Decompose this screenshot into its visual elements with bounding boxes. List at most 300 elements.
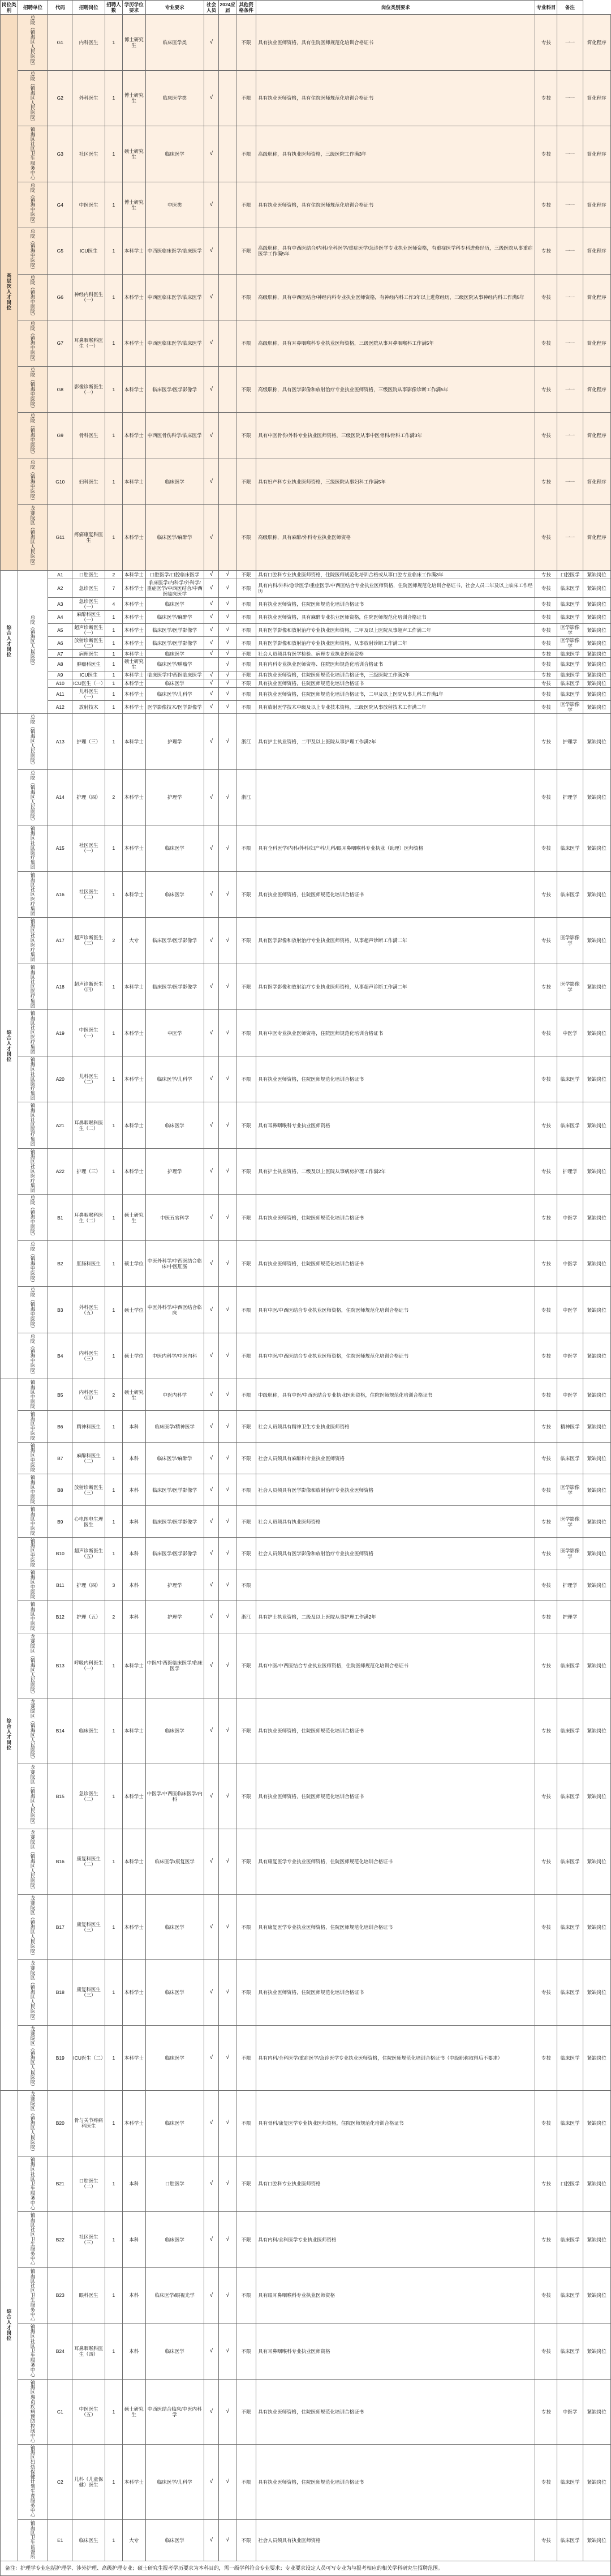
major-cell: 临床医学/儿科学 [145,1056,204,1102]
limit-cell: 不限 [236,825,256,872]
post-cell: 护理（四） [72,769,105,825]
social-check: √ [204,1601,219,1633]
social-check: √ [204,701,219,714]
fresh-check: √ [219,1195,236,1241]
num-cell: 1 [105,2379,122,2445]
post-type-cell: 专技 [535,1379,557,1411]
fresh-check [219,228,236,275]
code-cell: C1 [48,2379,72,2445]
unit-label: 镇海区妇幼保健计划生育服务中心 [30,2445,36,2518]
limit-cell: 不限 [236,1569,256,1601]
post-cell: 呼吸内科医生（一） [72,1633,105,1698]
post-cell: 超声诊断医生（四） [72,964,105,1010]
other-requirements-cell: 具有全科医学/内科/外科/妇产科/儿科/眼耳鼻咽喉科专业执业（助理）医师资格 [256,825,535,872]
subject-cell: 中医学 [557,1379,583,1411]
education-cell: 本科 [122,1538,145,1569]
post-cell: 内科医生 [72,15,105,71]
social-check: √ [204,320,219,367]
code-cell: B7 [48,1443,72,1474]
major-cell: 临床医学 [145,2212,204,2268]
header-cell: 专业科目 [535,1,557,15]
header-cell: 2024应届 [219,1,236,15]
fresh-check: √ [219,1443,236,1474]
subject-cell: 临床医学 [557,1633,583,1698]
post-type-cell: 专技 [535,1474,557,1506]
category-cell [1,2091,18,2561]
limit-cell: 不限 [236,1829,256,1895]
limit-cell: 不限 [236,1538,256,1569]
social-check: √ [204,918,219,964]
major-cell: 临床医学 [145,871,204,918]
post-cell: 神经内科医生（一） [72,274,105,320]
social-check: √ [204,649,219,658]
remark-cell: 紧缺岗位 [583,918,610,964]
social-check: √ [204,579,219,597]
post-cell: 耳鼻咽喉科医生（四） [72,2323,105,2380]
unit-label: 镇海区卫生监督所 [30,2520,36,2559]
code-cell: B4 [48,1333,72,1379]
table-row [1,679,611,688]
remark-cell: 紧缺岗位 [583,1894,610,1960]
num-cell: 1 [105,1633,122,1698]
major-cell: 临床医学/内科学/外科学/重症医学/中西医结合/中西医临床医学 [145,579,204,597]
code-cell: B23 [48,2267,72,2323]
fresh-check: √ [219,825,236,872]
post-cell: 口腔医生 [72,570,105,579]
num-cell: 1 [105,15,122,71]
post-type-cell: 专技 [535,1148,557,1195]
subject-cell: 一一 [557,182,583,228]
unit-cell [18,1894,48,1960]
social-check: √ [204,2519,219,2561]
limit-cell: 不限 [236,649,256,658]
post-cell: 中医医生（一） [72,1010,105,1056]
education-cell: 本科学士 [122,825,145,872]
unit-label: 镇海区惠贞疾病预防控制中心 [30,2380,36,2443]
post-type-cell: 专技 [535,182,557,228]
major-cell: 临床医学 [145,2025,204,2091]
other-requirements-cell: 具有中医/中西医结合专业执业医师资格，住院医师规范化培训合格证书 [256,1633,535,1698]
remark-cell [583,1601,610,1633]
unit-label: 龙赛院区（镇海区人民医院） [30,2026,36,2089]
fresh-check: √ [219,1240,236,1287]
limit-cell: 不限 [236,274,256,320]
header-cell: 备注 [557,1,583,15]
education-cell: 本科学士 [122,623,145,636]
post-type-cell: 专技 [535,1829,557,1895]
remark-cell: 简化程序 [583,15,610,71]
code-cell: B17 [48,1894,72,1960]
subject-cell: 临床医学 [557,649,583,658]
subject-cell: 护理学 [557,1601,583,1633]
remark-cell: 紧缺岗位 [583,2379,610,2445]
other-requirements-cell: 具有中医/中西医结合专业执业医师资格，住院医师规范化培训合格证书 [256,1287,535,1333]
fresh-check: √ [219,636,236,649]
subject-cell: 临床医学 [557,579,583,597]
post-type-cell: 专技 [535,636,557,649]
limit-cell: 不限 [236,1333,256,1379]
fresh-check: √ [219,1764,236,1829]
category-cell [1,15,18,571]
education-cell: 本科 [122,2212,145,2268]
social-check: √ [204,1379,219,1411]
limit-cell: 不限 [236,1698,256,1764]
unit-cell [18,1287,48,1333]
header-cell: 专业要求 [145,1,204,15]
unit-cell [18,964,48,1010]
subject-cell: 医学影像学 [557,1474,583,1506]
education-cell: 本科学士 [122,2445,145,2520]
unit-label: 总院（镇海中医院） [30,1287,36,1331]
table-row [1,769,611,825]
fresh-check [219,126,236,182]
header-cell: 岗位类别 [1,1,18,15]
category-label: 综合人才岗位 [6,1029,12,1062]
table-row [1,320,611,367]
unit-label: 总院（镇海中医院） [30,1333,36,1377]
social-check: √ [204,182,219,228]
code-cell: A19 [48,1010,72,1056]
subject-cell: 中医学 [557,2379,583,2445]
other-requirements-cell: 具有医学影像和放射治疗专业执业医师资格，从事超声诊断工作满二年 [256,918,535,964]
header-cell: 岗位类别要求 [256,1,535,15]
limit-cell: 不限 [236,2323,256,2380]
social-check: √ [204,1698,219,1764]
post-cell: 护理（四） [72,1569,105,1601]
post-type-cell: 专技 [535,1333,557,1379]
unit-cell [18,1538,48,1569]
limit-cell: 不限 [236,505,256,571]
table-row [1,1195,611,1241]
post-cell: 急诊医生（二） [72,1764,105,1829]
post-type-cell: 专技 [535,769,557,825]
post-cell: ICU医生 [72,671,105,679]
table-row [1,2323,611,2380]
post-cell: 疼痛康复科医生 [72,505,105,571]
code-cell: A17 [48,918,72,964]
other-requirements-cell: 高级职称，具有医学影像和放射治疗专业执业医师资格，三级医院从事影像诊断工作满5年 [256,366,535,413]
subject-cell: 中医学 [557,1333,583,1379]
unit-cell [18,2323,48,2380]
post-cell: 护理（三） [72,1148,105,1195]
major-cell: 临床医学 [145,2323,204,2380]
other-requirements-cell: 具有内科专业执业医师资格、住院医师规范化培训合格证书 [256,658,535,671]
other-requirements-cell: 具有中医/中西医结合专业执业医师资格，住院医师规范化培训合格证书 [256,1333,535,1379]
other-requirements-cell: 具有执业医师资格，住院医师规范化培训合格证书 [256,1056,535,1102]
code-cell: B10 [48,1538,72,1569]
post-type-cell: 专技 [535,918,557,964]
unit-cell [18,1960,48,2026]
limit-cell: 不限 [236,570,256,579]
post-cell: 妇科医生 [72,459,105,505]
education-cell: 本科 [122,1443,145,1474]
unit-label: 总院（镇海中医院） [30,1195,36,1239]
unit-label: 总院（镇海中医院） [30,1241,36,1285]
table-row [1,15,611,71]
code-cell: E1 [48,2519,72,2561]
code-cell: G11 [48,505,72,571]
post-type-cell: 专技 [535,871,557,918]
unit-cell [18,274,48,320]
remark-cell: 紧缺岗位 [583,1102,610,1149]
table-row [1,228,611,275]
social-check: √ [204,1960,219,2026]
limit-cell: 不限 [236,1195,256,1241]
table-row [1,570,611,579]
limit-cell: 不限 [236,2519,256,2561]
post-cell: 急诊医生（一） [72,597,105,610]
education-cell: 硕士研究生 [122,1379,145,1411]
post-cell: 肛肠科医生 [72,1240,105,1287]
unit-label: 镇海区社区医疗集团 [30,918,36,962]
table-row [1,1379,611,1411]
social-check [204,658,219,671]
major-cell: 临床医学 [145,1894,204,1960]
subject-cell: 医学影像学 [557,918,583,964]
subject-cell: 口腔医学 [557,2156,583,2212]
fresh-check: √ [219,2091,236,2156]
education-cell: 本科学士 [122,1764,145,1829]
remark-cell: 简化程序 [583,505,610,571]
post-cell: 急诊医生 [72,579,105,597]
remark-cell: 紧缺岗位 [583,579,610,597]
table-row [1,182,611,228]
subject-cell: 临床医学 [557,2212,583,2268]
unit-cell [18,70,48,126]
major-cell: 临床医学/医学影像学 [145,623,204,636]
education-cell: 本科学士 [122,228,145,275]
code-cell: G8 [48,366,72,413]
other-requirements-cell: 具有口腔科专业执业医师资格，住院医师规范化培训合格或从事口腔专业临床工作满3年 [256,570,535,579]
post-type-cell: 专技 [535,320,557,367]
other-requirements-cell: 社会人员须具有医学影像和放射治疗专业执业医师资格 [256,1474,535,1506]
major-cell: 临床医学 [145,679,204,688]
other-requirements-cell: 具有执业医师资格，具有住院医师规范化培训合格证书 [256,70,535,126]
category-label: 高层次人才岗位 [6,273,12,311]
code-cell: A18 [48,964,72,1010]
education-cell: 本科学士 [122,1056,145,1102]
code-cell: C2 [48,2445,72,2520]
post-type-cell: 专技 [535,579,557,597]
code-cell: B20 [48,2091,72,2156]
limit-cell: 不限 [236,1960,256,2026]
social-check: √ [204,274,219,320]
education-cell: 本科学士 [122,1102,145,1149]
education-cell: 本科学士 [122,714,145,770]
limit-cell: 不限 [236,871,256,918]
other-requirements-cell: 具有执业医师资格，住院医师规范化培训合格证书 [256,2379,535,2445]
post-cell: 放射技术 [72,701,105,714]
unit-cell [18,2519,48,2561]
header-cell: 代码 [48,1,72,15]
remark-cell: 紧缺岗位 [583,769,610,825]
education-cell: 本科学士 [122,610,145,623]
limit-cell: 不限 [236,701,256,714]
post-type-cell: 专技 [535,964,557,1010]
fresh-check [219,274,236,320]
code-cell: B5 [48,1379,72,1411]
limit-cell: 不限 [236,1379,256,1411]
unit-cell [18,320,48,367]
major-cell: 中医类 [145,182,204,228]
other-requirements-cell: 社会人员须具有医学影像和放射治疗专业执业医师资格 [256,1538,535,1569]
code-cell: B11 [48,1569,72,1601]
limit-cell: 不限 [236,610,256,623]
major-cell: 临床医学/医学影像学 [145,964,204,1010]
unit-label: 镇海区中医院 [30,1380,36,1409]
remark-cell: 紧缺岗位 [583,2156,610,2212]
num-cell: 2 [105,570,122,579]
remark-cell: 紧缺岗位 [583,1379,610,1411]
post-cell: 放射诊断医生（三） [72,1474,105,1506]
post-type-cell: 专技 [535,2379,557,2445]
major-cell: 临床医学/麻醉学 [145,505,204,571]
subject-cell: 一一 [557,15,583,71]
education-cell: 本科学士 [122,579,145,597]
subject-cell: 一一 [557,320,583,367]
subject-cell: 临床医学 [557,2445,583,2520]
num-cell: 1 [105,2156,122,2212]
remark-cell: 紧缺岗位 [583,610,610,623]
subject-cell: 医学影像学 [557,636,583,649]
subject-cell: 一一 [557,366,583,413]
unit-label: 镇海区中医院 [30,1570,36,1599]
fresh-check: √ [219,1506,236,1538]
code-cell: B24 [48,2323,72,2380]
education-cell: 本科学士 [122,701,145,714]
education-cell: 本科学士 [122,1698,145,1764]
unit-cell [18,1569,48,1601]
num-cell: 1 [105,1506,122,1538]
fresh-check: √ [219,2212,236,2268]
social-check: √ [204,769,219,825]
unit-cell [18,2267,48,2323]
other-requirements-cell: 社会人员须具有麻醉科专业执业医师资格 [256,1443,535,1474]
fresh-check: √ [219,701,236,714]
post-cell: 放射诊断医生（二） [72,636,105,649]
fresh-check: √ [219,1056,236,1102]
education-cell: 本科学士 [122,366,145,413]
education-cell: 本科学士 [122,2025,145,2091]
fresh-check: √ [219,2025,236,2091]
subject-cell: 一一 [557,505,583,571]
subject-cell: 护理学 [557,714,583,770]
post-cell: 外科医生 [72,70,105,126]
major-cell: 临床医学/医学影像学 [145,1506,204,1538]
table-row [1,1240,611,1287]
post-type-cell: 专技 [535,623,557,636]
social-check: √ [204,1010,219,1056]
other-requirements-cell: 具有眼耳鼻咽喉科专业执业医师资格 [256,2267,535,2323]
unit-label: 镇海区社区医疗集团 [30,826,36,870]
remark-cell: 简化程序 [583,182,610,228]
remark-cell: 紧缺岗位 [583,1538,610,1569]
social-check: √ [204,1287,219,1333]
education-cell: 本科学士 [122,871,145,918]
unit-cell [18,1010,48,1056]
education-cell: 本科学士 [122,597,145,610]
code-cell: B6 [48,1411,72,1443]
fresh-check: √ [219,671,236,679]
num-cell: 1 [105,1411,122,1443]
code-cell: A21 [48,1102,72,1149]
post-type-cell: 专技 [535,1601,557,1633]
social-check: √ [204,2025,219,2091]
major-cell: 中医/中西医临床医学/临床医学 [145,1633,204,1698]
post-type-cell: 专技 [535,1960,557,2026]
social-check: √ [204,964,219,1010]
header-cell: 招聘人数 [105,1,122,15]
table-row [1,623,611,636]
education-cell: 硕士研究生 [122,1195,145,1241]
post-type-cell: 专技 [535,1894,557,1960]
unit-label: 镇海区社区医疗集团 [30,1056,36,1101]
unit-label: 龙赛院区（镇海区人民医院） [30,506,36,568]
remark-cell: 简化程序 [583,459,610,505]
education-cell: 本科 [122,1506,145,1538]
other-requirements-cell: 具有执业医师资格，住院医师规范化培训合格证书 [256,1240,535,1287]
major-cell: 临床医学/肿瘤学 [145,658,204,671]
unit-label: 总院（镇海区人民医院） [30,615,36,668]
num-cell: 1 [105,70,122,126]
table-header-row [1,1,611,15]
fresh-check: √ [219,610,236,623]
code-cell: B2 [48,1240,72,1287]
code-cell: B8 [48,1474,72,1506]
education-cell: 本科学士 [122,964,145,1010]
post-cell: 耳鼻咽喉科医生（二） [72,1102,105,1149]
limit-cell: 不限 [236,2445,256,2520]
unit-cell [18,413,48,459]
unit-label: 镇海区社区卫生服务中心 [30,127,36,180]
other-requirements-cell: 具有执业医师资格，住院医师规范化培训合格证书 [256,1195,535,1241]
major-cell: 中医内科学/中医内科 [145,1333,204,1379]
post-type-cell: 专技 [535,2212,557,2268]
limit-cell: 浙江 [236,1601,256,1633]
unit-label: 镇海区中医院 [30,1507,36,1536]
subject-cell: 中医学 [557,1287,583,1333]
post-type-cell: 专技 [535,1056,557,1102]
subject-cell: 中医学 [557,1010,583,1056]
unit-label: 镇海区社区医疗集团 [30,1149,36,1193]
unit-label: 总院（镇海中医院） [30,367,36,411]
subject-cell: 一一 [557,228,583,275]
other-requirements-cell: 高级职称，具有中西医结合/内科/全科医学/重症医学/急诊医学专业执业医师资格，有重症医学科专科进修经历，三级医院从事重症医学工作满5年 [256,228,535,275]
other-requirements-cell: 具有执业医师资格，住院医师规范化培训合格证书 [256,597,535,610]
subject-cell: 临床医学 [557,2267,583,2323]
other-requirements-cell: 具有中医骨伤/外科专业执业医师资格，三级医院从事中医骨科/骨科工作满3年 [256,413,535,459]
unit-label: 龙赛院区（镇海区人民医院） [30,1830,36,1893]
fresh-check: √ [219,2445,236,2520]
subject-cell: 一一 [557,413,583,459]
code-cell: A15 [48,825,72,872]
major-cell: 护理学 [145,1601,204,1633]
header-cell: 招聘单位 [18,1,48,15]
post-cell: 超声诊断医生（三） [72,918,105,964]
subject-cell: 临床医学 [557,1056,583,1102]
remark-cell: 紧缺岗位 [583,570,610,579]
code-cell: G1 [48,15,72,71]
social-check: √ [204,1829,219,1895]
header-cell: 学历学位要求 [122,1,145,15]
social-check: √ [204,15,219,71]
limit-cell: 不限 [236,597,256,610]
post-cell: 超声诊断医生（一） [72,623,105,636]
limit-cell: 不限 [236,1102,256,1149]
unit-cell [18,1633,48,1698]
limit-cell: 不限 [236,2091,256,2156]
education-cell: 硕士研究生 [122,2379,145,2445]
